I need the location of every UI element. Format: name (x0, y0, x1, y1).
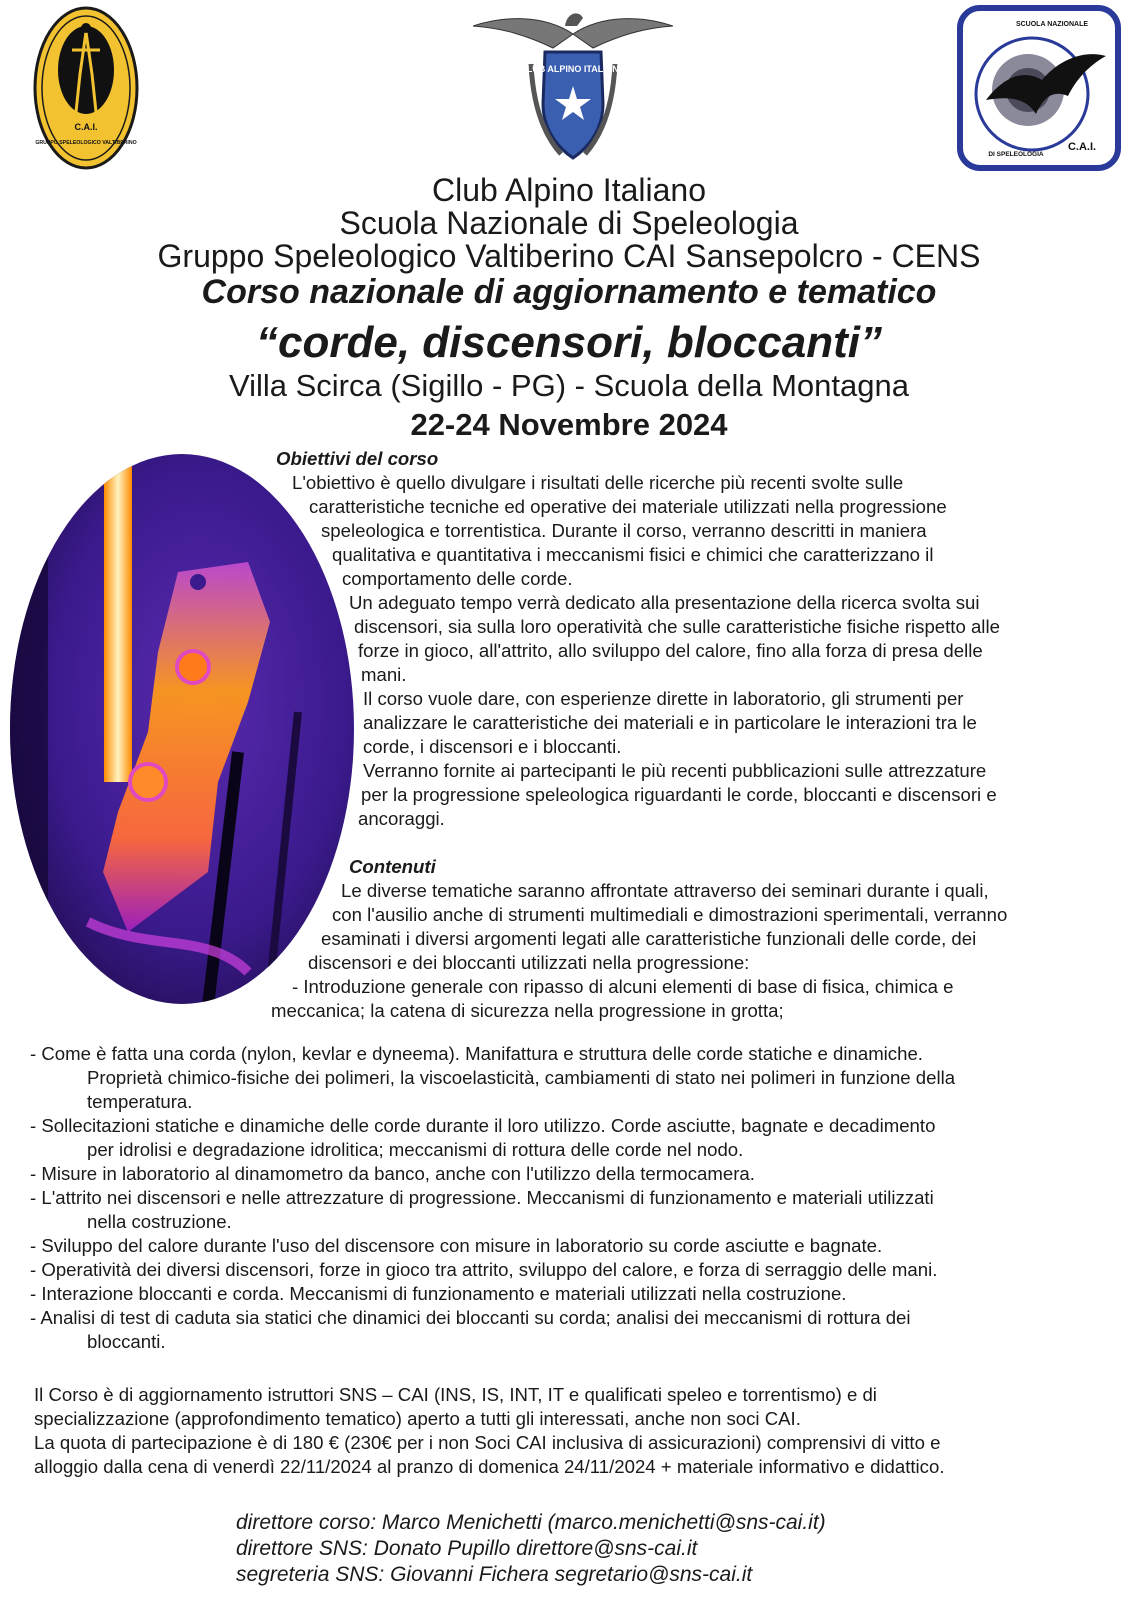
list-item (30, 1042, 1134, 1114)
contacts (236, 1510, 826, 1588)
objectives-line: Un adeguato tempo verrà dedicato alla presentazione della ricerca svolta sui (349, 592, 980, 613)
list-item (30, 1162, 1134, 1186)
list-item (30, 1258, 1134, 1282)
logo-center-text: CLUB ALPINO ITALIANO (520, 64, 626, 74)
objectives-line: caratteristiche tecniche ed operative dei materiale utilizzati nella progressione (309, 496, 947, 517)
objectives-line: comportamento delle corde. (342, 568, 573, 589)
list-item-text: Proprietà chimico-fisiche dei polimeri, la viscoelasticità, cambiamenti di stato nei polimeri in funzione della (87, 1067, 956, 1088)
contents-intro-line: - Introduzione generale con ripasso di alcuni elementi di base di fisica, chimica e (292, 976, 954, 997)
course-info (34, 1383, 1134, 1479)
list-item-text: nella costruzione. (87, 1211, 232, 1232)
objectives-line: L'obiettivo è quello divulgare i risultati delle ricerche più recenti svolte sulle (292, 472, 904, 493)
scuola-nazionale-speleologia-logo (956, 4, 1122, 172)
logo-left-cai: C.A.I. (74, 122, 98, 132)
header-group-name: Gruppo Speleologico Valtiberino CAI Sansepolcro - CENS (157, 238, 981, 274)
list-item-text: - Sollecitazioni statiche e dinamiche delle corde durante il loro utilizzo. Corde asciutte, bagnate e decadimento (30, 1115, 936, 1136)
list-item-text: - Misure in laboratorio al dinamometro da banco, anche con l'utilizzo della termocamera. (30, 1163, 755, 1184)
contents-list (30, 1042, 1134, 1354)
objectives-line: Verranno fornite ai partecipanti le più recenti pubblicazioni sulle attrezzature (363, 760, 987, 781)
course-info-line: alloggio dalla cena di venerdì 22/11/2024 al pranzo di domenica 24/11/2024 + materiale informativo e didattico. (34, 1456, 945, 1477)
list-item-text: - Operatività dei diversi discensori, forze in gioco tra attrito, sviluppo del calore, e forza di serraggio delle mani. (30, 1259, 938, 1280)
list-item (30, 1306, 1134, 1354)
course-location: Villa Scirca (Sigillo - PG) - Scuola della Montagna (228, 368, 909, 403)
course-info-line: La quota di partecipazione è di 180 € (230€ per i non Soci CAI inclusiva di assicurazioni) comprensivi di vitto e (34, 1432, 941, 1453)
contact-sns-director: direttore SNS: Donato Pupillo direttore@sns-cai.it (236, 1537, 698, 1560)
list-item-text: per idrolisi e degradazione idrolitica; meccanismi di rottura delle corde nel nodo. (87, 1139, 744, 1160)
objectives-line: per la progressione speleologica riguardanti le corde, bloccanti e discensori e (361, 784, 997, 805)
logo-right-cai: C.A.I. (1067, 141, 1097, 153)
list-item-text: - Sviluppo del calore durante l'uso del discensore con misure in laboratorio su corde asciutte e bagnate. (30, 1235, 883, 1256)
objectives-line: forze in gioco, all'attrito, allo sviluppo del calore, fino alla forza di presa delle (358, 640, 983, 661)
course-info-line: specializzazione (approfondimento tematico) aperto a tutti gli interessati, anche non soci CAI. (34, 1408, 801, 1429)
list-item (30, 1186, 1134, 1234)
gruppo-speleologico-logo (32, 4, 140, 172)
course-info-line: Il Corso è di aggiornamento istruttori SNS – CAI (INS, IS, INT, IT e qualificati speleo e torrentismo) e di (34, 1384, 877, 1405)
contents-intro-line: con l'ausilio anche di strumenti multimediali e dimostrazioni sperimentali, verranno (332, 904, 1008, 925)
contact-sns-secretary: segreteria SNS: Giovanni Fichera segretario@sns-cai.it (236, 1563, 753, 1586)
contents-intro-line: esaminati i diversi argomenti legati alle caratteristiche funzionali delle corde, dei (321, 928, 977, 949)
objectives-line: ancoraggi. (358, 808, 445, 829)
header-school-name: Scuola Nazionale di Speleologia (339, 205, 799, 241)
header-club-name: Club Alpino Italiano (432, 172, 706, 208)
contents-title: Contenuti (349, 856, 436, 877)
list-item (30, 1234, 1134, 1258)
logo-right-bottom: DI SPELEOLOGIA (988, 151, 1044, 158)
objectives-line: mani. (361, 664, 407, 685)
objectives-line: discensori, sia sulla loro operatività che sulle caratteristiche fisiche rispetto alle (354, 616, 1000, 637)
list-item-text: - Interazione bloccanti e corda. Meccanismi di funzionamento e materiali utilizzati nella costruzione. (30, 1283, 847, 1304)
list-item-text: temperatura. (87, 1091, 193, 1112)
objectives-line: analizzare le caratteristiche dei materiali e in particolare le interazioni tra le (363, 712, 977, 733)
thermal-image (8, 452, 356, 1006)
list-item-text: - Come è fatta una corda (nylon, kevlar e dyneema). Manifattura e struttura delle corde statiche e dinamiche. (30, 1043, 923, 1064)
objectives-line: speleologica e torrentistica. Durante il corso, verranno descritti in maniera (321, 520, 927, 541)
contents-intro-line: Le diverse tematiche saranno affrontate attraverso dei seminari durante i quali, (341, 880, 989, 901)
course-title: “corde, discensori, bloccanti” (256, 318, 882, 367)
logo-left-name: GRUPPO SPELEOLOGICO VALTIBERINO (35, 140, 137, 146)
contents-intro-line: discensori e dei bloccanti utilizzati nella progressione: (308, 952, 750, 973)
course-dates: 22-24 Novembre 2024 (410, 407, 728, 442)
logo-right-top: SCUOLA NAZIONALE (1015, 21, 1089, 28)
contents-intro-line: meccanica; la catena di sicurezza nella progressione in grotta; (271, 1000, 784, 1021)
list-item-text: - Analisi di test di caduta sia statici che dinamici dei bloccanti su corda; analisi dei meccanismi di rottura dei (30, 1307, 911, 1328)
list-item-text: - L'attrito nei discensori e nelle attrezzature di progressione. Meccanismi di funzionamento e materiali utilizzati (30, 1187, 934, 1208)
objectives-line: corde, i discensori e i bloccanti. (363, 736, 622, 757)
list-item-text: bloccanti. (87, 1331, 166, 1352)
objectives-line: qualitativa e quantitativa i meccanismi fisici e chimici che caratterizzano il (332, 544, 934, 565)
objectives-line: Il corso vuole dare, con esperienze dirette in laboratorio, gli strumenti per (363, 688, 964, 709)
club-alpino-italiano-logo (473, 4, 673, 162)
contact-course-director: direttore corso: Marco Menichetti (marco.menichetti@sns-cai.it) (236, 1511, 826, 1534)
list-item (30, 1282, 1134, 1306)
list-item (30, 1114, 1134, 1162)
course-type: Corso nazionale di aggiornamento e tematico (201, 273, 937, 311)
objectives-title: Obiettivi del corso (276, 448, 439, 469)
